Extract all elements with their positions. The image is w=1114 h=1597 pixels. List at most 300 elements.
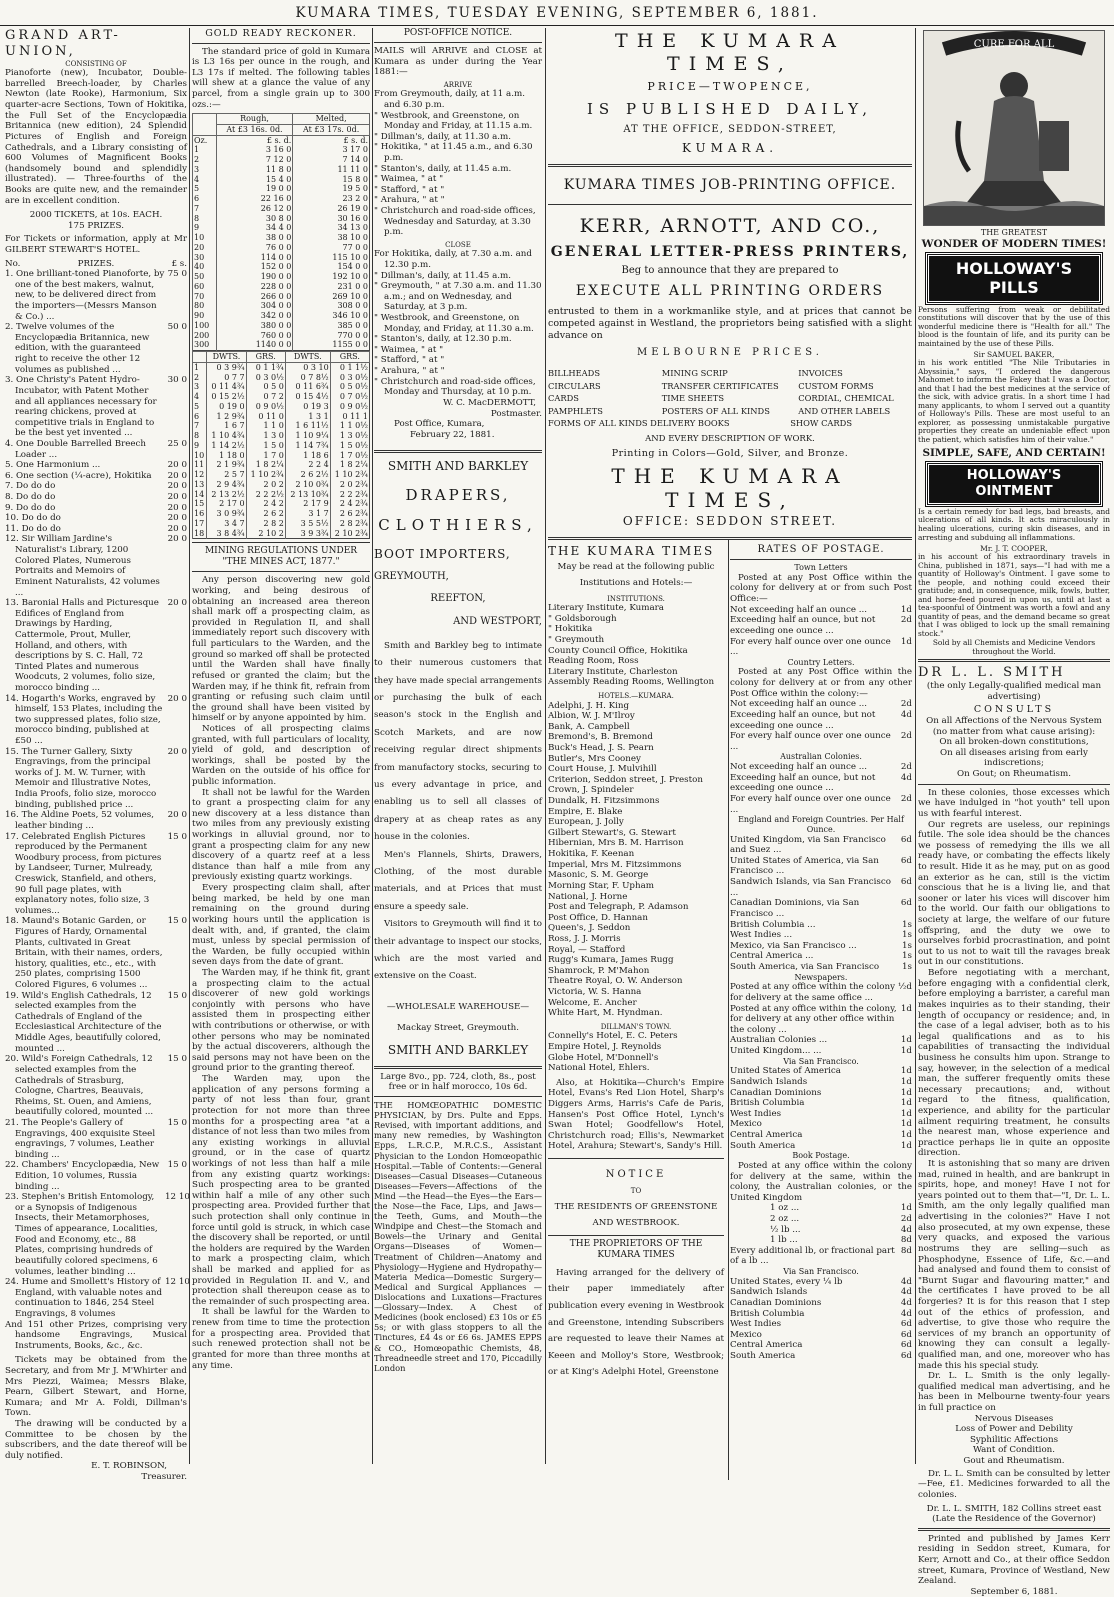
oz-cell: 1140 0 0 xyxy=(216,340,293,350)
rate-label: Australian Colonies ... xyxy=(730,1035,828,1046)
rate-label: Central America xyxy=(730,1340,803,1351)
rate-row xyxy=(730,710,912,731)
smith-para-2: Men's Flannels, Shirts, Drawers, Clothing, of the most durable materials, and at Prices that must ensure a speedy sale. xyxy=(374,849,542,912)
via-sf-rates xyxy=(730,1066,912,1151)
prize-value: 20 0 xyxy=(167,810,187,821)
dwt-cell: 0 11 0 xyxy=(246,412,285,422)
arrive-label: ARRIVE xyxy=(443,80,473,89)
hotel-line: Bremond's, B. Bremond xyxy=(548,732,653,743)
close-line: " Stafford, " at " xyxy=(374,355,445,366)
dwt-cell: 2 0 2 xyxy=(246,480,285,490)
rate-row xyxy=(730,762,912,773)
dwt-cell: 2 6 2 xyxy=(246,509,285,519)
rate-row xyxy=(730,1077,912,1088)
institution-line: Reading Room, Ross xyxy=(548,656,639,667)
dwt-cell: 1 6 7 xyxy=(207,421,246,431)
dwt-cell: 2 4 2 xyxy=(246,499,285,509)
prize-item xyxy=(5,481,187,492)
notice-to: TO xyxy=(630,1187,642,1196)
prize-list xyxy=(5,269,190,1319)
prize-text: 2. Twelve volumes of the Encyclopædia Britannica, new edition, with the guaranteed right to receive the other 12 volumes as published ... xyxy=(5,322,150,375)
mining-paragraph: Any person discovering new gold working, and being desirous of obtaining an increased area thereon shall mark off a prospecting claim, as provided in Regulation II, and shall immediately report such discovery with full particulars to the Warden, and the ground so marked off shall be protected until the Warden shall have finally refused or granted the claim; but the Warden may, if he think fit, refrain from granting or refusing such claim until the ground shall have been visited by himself or by anyone appointed by him. xyxy=(192,575,370,724)
hotel-line: Morning Star, F. Upham xyxy=(548,880,655,891)
smith-barkley-title: SMITH AND BARKLEY xyxy=(387,459,529,474)
dwt-cell: 1 8 2¼ xyxy=(330,460,369,470)
times-title: THE KUMARA TIMES, xyxy=(615,30,845,76)
oz-row xyxy=(193,204,370,214)
inst-lines xyxy=(548,603,724,688)
dwt-cell: 2 10 2 xyxy=(246,529,285,539)
prize-value: 15 0 xyxy=(167,831,187,842)
hotel-line: Adelphi, J. H. King xyxy=(548,700,630,711)
rate-row xyxy=(730,773,912,794)
oz-row xyxy=(193,262,370,272)
dwt-cell: 0 7 8½ xyxy=(285,373,330,383)
prize-value: 15 0 xyxy=(167,1117,187,1128)
dwt-cell: 2 17 0 xyxy=(207,499,246,509)
hotel-line: Hibernian, Mrs B. M. Harrison xyxy=(548,838,684,849)
dwt-cell: 2 6 2½ xyxy=(285,470,330,480)
rate-value: 2d xyxy=(900,699,912,710)
aus-rates xyxy=(730,762,912,815)
consults-label: CONSULTS xyxy=(973,704,1055,716)
rate-value: 1d xyxy=(900,1119,912,1130)
mining-paragraphs xyxy=(192,575,370,1371)
oz-cell: 60 xyxy=(193,282,217,292)
oz-cell: 114 0 0 xyxy=(216,253,293,263)
holloways-ointment-banner: HOLLOWAY'S OINTMENT xyxy=(926,462,1102,506)
rate-row xyxy=(730,1035,912,1046)
institution-line: " Greymouth xyxy=(548,634,605,645)
consult-line: On all diseases arising from early indiscretions; xyxy=(940,747,1088,769)
dwt-cell: 0 3 10 xyxy=(285,362,330,372)
prize-text: 12. Sir William Jardine's Naturalist's Library, 1200 Colored Plates, Numerous Portraits and Memoirs of Eminent Naturalists, 42 volumes ... xyxy=(5,534,160,598)
dwt-cell: 13 xyxy=(193,480,207,490)
prize-text: 7. Do do do xyxy=(5,481,56,492)
prize-value: 12 10 xyxy=(165,1192,190,1203)
hotel-line: Bank, A. Campbell xyxy=(548,721,630,732)
rate-value: 4d xyxy=(900,1224,912,1235)
dwt-cell: 10 xyxy=(193,451,207,461)
rate-row xyxy=(730,1109,912,1120)
consult-line: On Gout; on Rheumatism. xyxy=(956,769,1072,780)
rate-value: 4d xyxy=(900,1308,912,1319)
oz-cell: 34 4 0 xyxy=(216,223,293,233)
oz-cell: 228 0 0 xyxy=(216,282,293,292)
dwt-cell: 0 3 0½ xyxy=(246,373,285,383)
oz-row xyxy=(193,272,370,282)
oz-cell: 385 0 0 xyxy=(293,321,370,331)
dwt-row xyxy=(193,519,370,529)
rate-value: 1d xyxy=(900,1076,912,1087)
rate-row xyxy=(730,962,912,973)
consult-lines xyxy=(918,716,1110,780)
oz-cell: 70 xyxy=(193,292,217,302)
dwt-cell: 4 xyxy=(193,392,207,402)
hotel-line: Criterion, Seddon street, J. Preston xyxy=(548,774,703,785)
rate-label: 2 oz ... xyxy=(770,1214,800,1224)
dr-smith-title: DR L. L. SMITH xyxy=(918,665,1066,681)
oz-cell: 770 0 0 xyxy=(293,331,370,341)
newspapers-heading: Newspapers. xyxy=(794,972,848,982)
rate-row xyxy=(730,615,912,636)
item-cards: CARDS xyxy=(548,393,579,404)
dillman-heading: DILLMAN'S TOWN. xyxy=(600,1022,672,1031)
rate-row xyxy=(730,1340,912,1351)
th-grs-1: GRS. xyxy=(246,352,285,363)
hotel-line: Post and Telegraph, P. Adamson xyxy=(548,902,689,913)
proprietors-body: Having arranged for the delivery of their paper immediately after publication every evening in Westbrook and Greenstone, intending Subscribers are requested to leave their Names at Keeen and Molloy's Store, Westbrook; or at King's Adelphi Hotel, Greenstone xyxy=(548,1267,724,1378)
dwt-cell: 1 6 11½ xyxy=(285,421,330,431)
institution-line: " Goldsborough xyxy=(548,613,617,624)
rate-label: Canadian Dominions xyxy=(730,1087,822,1098)
mining-paragraph: It shall not be lawful for the Warden to grant a prospecting claim for any new discovery at a less distance than two miles from any previously existing workings in alluvial ground, nor to grant a prospecting claim for any new discovery of a quartz reef at a less distance than half a mile from any previously existing quartz workings. xyxy=(192,787,370,883)
town-rates xyxy=(730,605,912,658)
institution-line: Assembly Reading Rooms, Wellington xyxy=(548,677,715,688)
rate-value: 2d xyxy=(900,731,912,742)
dwt-row xyxy=(193,421,370,431)
masthead: KUMARA TIMES, TUESDAY EVENING, SEPTEMBER 6, 1881. xyxy=(0,0,1114,26)
hotel-lines xyxy=(548,701,724,1019)
hotel-line: Welcome, E. Ancher xyxy=(548,997,637,1008)
news-colony-value: 1d xyxy=(900,1003,912,1014)
item-mining-scrip: MINING SCRIP xyxy=(661,368,728,379)
item-posters: POSTERS OF ALL KINDS xyxy=(661,405,770,416)
signer-name: E. T. ROBINSON, xyxy=(91,1461,167,1472)
dwt-cell: 14 xyxy=(193,490,207,500)
dwt-cell: 2 0 2¾ xyxy=(330,480,369,490)
condition-line: Loss of Power and Debility xyxy=(955,1424,1073,1435)
smith-barkley-signature: SMITH AND BARKLEY xyxy=(387,1043,529,1058)
oz-row xyxy=(193,340,370,350)
oz-cell: 30 16 0 xyxy=(293,214,370,224)
dwt-cell: 0 9 0½ xyxy=(330,402,369,412)
close-label: CLOSE xyxy=(445,240,471,249)
rate-value: 1s xyxy=(902,930,912,941)
prize-item xyxy=(5,503,187,514)
rate-value: 6d xyxy=(900,1329,912,1340)
item-custom-forms: CUSTOM FORMS xyxy=(798,380,874,391)
rate-row xyxy=(730,1351,912,1362)
news-colony-rate xyxy=(730,1004,912,1036)
oz-row xyxy=(193,175,370,185)
via-sf-heading-2: Via San Francisco. xyxy=(783,1267,859,1277)
dwt-cell: 3 4 7 xyxy=(207,519,246,529)
via-sf-book-rates xyxy=(730,1277,912,1362)
oz-cell: 152 0 0 xyxy=(216,262,293,272)
prize-value: 20 0 xyxy=(167,746,187,757)
dwt-cell: 1 18 6 xyxy=(285,451,330,461)
oz-cell: 3 17 0 xyxy=(293,145,370,155)
rate-label: United States of America, via San Francisco ... xyxy=(730,855,879,877)
institution-line: Literary Institute, Kumara xyxy=(548,603,664,614)
rate-value: 6d xyxy=(900,1351,912,1362)
consisting-label: CONSISTING OF xyxy=(65,59,127,68)
colors-line: Printing in Colors—Gold, Silver, and Bronze. xyxy=(611,447,849,459)
th-lsd-rough: £ s. d. xyxy=(216,135,293,145)
hotel-line: Shamrock, P. M'Mahon xyxy=(548,965,650,976)
item-pamphlets: PAMPHLETS xyxy=(548,405,603,416)
prize-item xyxy=(5,1118,187,1160)
rate-label: British Columbia ... xyxy=(730,919,816,930)
th-grs-2: GRS. xyxy=(330,352,369,363)
condition-line: Nervous Diseases xyxy=(974,1413,1054,1424)
book-postage-intro: Posted at any office within the colony for delivery at the same, within the colony, the Australian colonies, or the United Kingdom xyxy=(730,1160,912,1203)
rate-value: 1s xyxy=(902,919,912,930)
close-line: " Christchurch and road-side offices, Monday and Thursday, at 10 p.m. xyxy=(374,376,536,398)
dwt-cell: 2 10 0¾ xyxy=(285,480,330,490)
inst-title: THE KUMARA TIMES xyxy=(548,543,715,558)
rate-label: Sandwich Islands, via San Francisco ... xyxy=(730,877,891,898)
column-holloway xyxy=(918,28,1110,1597)
arrive-line: " Dillman's, daily, at 11.30 a.m. xyxy=(374,131,512,142)
rate-row xyxy=(730,1277,912,1288)
oz-cell: 2 xyxy=(193,155,217,165)
prize-value: 25 0 xyxy=(167,438,187,449)
oz-cell: 50 xyxy=(193,272,217,282)
rate-label: Sandwich Islands xyxy=(730,1076,808,1087)
rate-label: Mexico xyxy=(730,1329,762,1340)
mining-paragraph: Notices of all prospecting claims granted, with full particulars of locality, yield of gold, and description of workings, shall be posted by the Warden on the outside of his office for public information. xyxy=(192,723,370,787)
postmaster-name: W. C. MacDERMOTT, xyxy=(443,397,536,408)
rate-label: 1 lb ... xyxy=(770,1235,798,1246)
prize-text: 13. Baronial Halls and Picturesque Edifices of England from Drawings by Harding, Cattermole, Prout, Muller, Holland, and others, with descriptions by S. C. Hall, 72 Tinted Plates and numerous Woodcuts, 2 volumes, folio size, morocco binding ... xyxy=(5,598,159,693)
rate-value: 1d xyxy=(900,1203,912,1214)
dwt-cell: 1 xyxy=(193,362,207,372)
mining-paragraph: The Warden may, if he think fit, grant a prospecting claim to the actual discoverer of new gold workings conjointly with persons who have assisted them in prospecting either with contributions or otherwise, or with other persons who may be nominated by the actual discoverers, although the said persons may not have been on the ground prior to the granting thereof. xyxy=(192,967,370,1074)
drawing-text: The drawing will be conducted by a Committee to be chosen by the subscribers, and the date thereof will be duly notified. xyxy=(5,1419,187,1461)
dwt-cell: 1 3 1 xyxy=(285,412,330,422)
close-line: " Waimea, " at " xyxy=(374,344,444,355)
prizes-count: 175 PRIZES. xyxy=(68,220,124,231)
dwt-cell: 0 9 0½ xyxy=(246,402,285,412)
dwt-cell: 0 5 0½ xyxy=(330,382,369,392)
hotel-line: Post Office, D. Hannan xyxy=(548,912,648,923)
institution-line: " Hokitika xyxy=(548,624,593,635)
oz-row xyxy=(193,321,370,331)
oz-cell: 3 16 0 xyxy=(216,145,293,155)
prize-value: 20 0 xyxy=(167,460,187,471)
rate-label: Exceeding half an ounce, but not exceeding one ounce ... xyxy=(730,709,876,731)
rate-row xyxy=(730,731,912,752)
condition-line: Gout and Rheumatism. xyxy=(963,1456,1065,1467)
dwt-row xyxy=(193,529,370,539)
country-rates xyxy=(730,699,912,752)
dwt-cell: 1 5 0 xyxy=(246,441,285,451)
consult-line: On all Affections of the Nervous System (no matter from what cause arising): xyxy=(926,716,1102,737)
prize-item xyxy=(5,375,187,439)
dwt-cell: 2 2 4 xyxy=(285,460,330,470)
condition-line: Syphilitic Affections xyxy=(969,1434,1059,1445)
post-date: February 22, 1881. xyxy=(410,429,495,440)
smith-conditions xyxy=(918,1414,1110,1467)
westport-label: AND WESTPORT, xyxy=(453,615,542,627)
rate-value: 6d xyxy=(900,834,912,845)
only-qualified: (the only Legally-qualified medical man advertising) xyxy=(926,681,1102,702)
th-rough: Rough, xyxy=(216,114,293,125)
oz-cell: 11 8 0 xyxy=(216,165,293,175)
every-lb-value: 8d xyxy=(900,1245,912,1256)
hotel-line: Imperial, Mrs M. Fitzsimmons xyxy=(548,859,682,870)
oz-cell: 100 xyxy=(193,321,217,331)
oz-cell: 40 xyxy=(193,262,217,272)
dwt-row xyxy=(193,470,370,480)
dwt-cell: 3 5 5½ xyxy=(285,519,330,529)
mining-paragraph: The Warden may, upon the application of any persons forming a party of not less than four, grant protection for not more than three months for a prospecting area "at a distance of not less than two miles from any existing workings in alluvial ground, or in the case of quartz workings of not less than half a mile from any existing quartz workings: Such prospecting area to be granted within half a mile of any other such prospecting area. Provided further that such protection shall only continue in force until gold is struck, in which case the discovery shall be reported, or until the holders are required by the Warden to mark a prospecting claim, which shall be marked and applied for as provided in Regulation II. and V., and protection shall thereupon cease as to the remainder of such prospecting area. xyxy=(192,1074,370,1307)
rate-row xyxy=(770,1235,912,1246)
close-line: " Arahura, " at " xyxy=(374,366,445,377)
dwt-cell: 0 1 1½ xyxy=(330,362,369,372)
close-line: " Westbrook, and Greenstone, on Monday, and Friday, at 11.30 a.m. xyxy=(374,313,534,334)
item-invoices: INVOICES xyxy=(798,368,843,379)
hygeia-icon xyxy=(924,31,1104,225)
hotel-line: Rugg's Kumara, James Rugg xyxy=(548,955,674,966)
price-label: PRICE—TWOPENCE, xyxy=(647,80,813,94)
rate-row xyxy=(730,1130,912,1141)
obtain-text: Tickets may be obtained from the Secretary, and from Mr J. M'Whirter and Mrs Piezzi, Waimea; Messrs Blake, Pearn, Gilbert Stewart, and Horne, Kumara; and Mr A. Foldi, Dillman's Town. xyxy=(5,1355,187,1419)
rate-label: Not exceeding half an ounce ... xyxy=(730,699,868,710)
dwt-cell: 0 19 0 xyxy=(207,402,246,412)
dwt-row xyxy=(193,431,370,441)
dwt-cell: 2 13 2½ xyxy=(207,490,246,500)
postage-title: RATES OF POSTAGE. xyxy=(757,543,885,555)
rate-value: 4d xyxy=(900,1276,912,1287)
rate-value: 1d xyxy=(900,1140,912,1151)
th-dwts-1: DWTS. xyxy=(207,352,246,363)
smith-consult-fee: Dr. L. L. Smith can be consulted by letter—Fee, £1. Medicines forwarded to all the colonies. xyxy=(918,1468,1110,1500)
eng-heading: England and Foreign Countries. Per Half Ounce. xyxy=(738,815,904,834)
arrive-line: " Stafford, " at " xyxy=(374,184,445,195)
hotel-line: Empire, E. Blake xyxy=(548,806,623,817)
prize-item xyxy=(5,524,187,535)
rate-row xyxy=(730,1066,912,1077)
cooper-quote: in his account of his extraordinary travels in China, published in 1871, says—"I had with me a quantity of Holloway's Ointment. I gave some to the people, and nothing could exceed their gratitude; and, in consequence, milk, fowls, butter, and horse-feed poured in upon us, until at last a tea-spoonful of Ointment was worth a fowl and any quantity of peas, and the demand became so great that I was obliged to lock up the small remaining stock." xyxy=(918,552,1110,638)
institution-line: Literary Institute, Charleston xyxy=(548,666,678,677)
execute-orders: EXECUTE ALL PRINTING ORDERS xyxy=(575,283,885,300)
dwt-row xyxy=(193,362,370,372)
dwt-cell: 2 10 2¾ xyxy=(330,529,369,539)
oz-cell: 8 xyxy=(193,214,217,224)
hotel-line: Ross, J. J. Morris xyxy=(548,933,621,944)
oz-cell: 9 xyxy=(193,223,217,233)
every-description: AND EVERY DESCRIPTION OF WORK. xyxy=(645,433,815,444)
rate-label: Mexico xyxy=(730,1119,762,1130)
kerr-arnott-title: KERR, ARNOTT, AND CO., xyxy=(579,214,881,237)
rate-row xyxy=(730,835,912,856)
oz-cell: 26 12 0 xyxy=(216,204,293,214)
oz-cell: 3 xyxy=(193,165,217,175)
th-melted-price: At £3 17s. 0d. xyxy=(293,124,370,135)
dwt-cell: 1 1 0 xyxy=(246,421,285,431)
oz-row xyxy=(193,223,370,233)
dwt-cell: 0 7 2 xyxy=(246,392,285,402)
dwt-cell: 0 11 4¾ xyxy=(207,382,246,392)
prize-value: 15 0 xyxy=(167,990,187,1001)
prize-text: 17. Celebrated English Pictures reproduced by the Permanent Woodbury process, from pictures by Landseer, Turner, Mulready, Creswick, Stanfield, and others, 90 full page plates, with explanatory notes, folio size, 3 volumes... xyxy=(5,831,162,916)
oz-row xyxy=(193,253,370,263)
prize-item xyxy=(5,694,187,747)
dillman-hotel-line: National Hotel, Ehlers. xyxy=(548,1063,650,1074)
dwt-cell: 2 1 9¾ xyxy=(207,460,246,470)
oz-cell: 15 8 0 xyxy=(293,175,370,185)
hotel-line: European, J. Jolly xyxy=(548,817,624,828)
item-billheads: BILLHEADS xyxy=(548,368,601,379)
hotel-line: Gilbert Stewart's, G. Stewart xyxy=(548,827,676,838)
show-cards-label: SHOW CARDS xyxy=(790,418,852,429)
close-line: " Stanton's, daily, at 12.30 p.m. xyxy=(374,334,512,345)
arrive-line: " Waimea, " at " xyxy=(374,174,444,185)
prize-item xyxy=(5,1160,187,1192)
dwt-cell: 1 10 4¾ xyxy=(207,431,246,441)
prize-header-money: £ s. xyxy=(171,258,187,269)
cooper-name: Mr. J. T. COOPER, xyxy=(980,544,1048,554)
arrive-line: " Christchurch and road-side offices, Wednesday and Saturday, at 3.30 p.m. xyxy=(374,206,536,238)
arrive-line: " Arahura, " at " xyxy=(374,195,445,206)
rate-row xyxy=(730,1298,912,1309)
prize-item xyxy=(5,492,187,503)
dwt-cell: 17 xyxy=(193,519,207,529)
prize-item xyxy=(5,439,187,460)
rate-row xyxy=(730,1319,912,1330)
rate-row xyxy=(770,1214,912,1225)
published-daily: IS PUBLISHED DAILY, xyxy=(587,99,873,118)
smith-body-4: It is astonishing that so many are driven mad, ruined in health, and are bankrupt in spirits, hope, and money! Have I not for years pointed out to them that—"I, Dr. L. L. Smith, am the only legally qualified man advertising in the colonies?" Have I not also prosecuted, at my own expense, these very quacks, and exposed the various nostrums they are selling—such as Phosphodyne, Essence of Life, &c.—and had analysed and found them to consist of "Burnt Sugar and flavouring matter," and the certificates I have proved to be all forgeries? It is for this reason that I step out of the ethics of profession, and advertise, to give those who require the services of my branch an opportunity of knowing they can consult a legally-qualified man, and one, moreover who has made this his special study. xyxy=(918,1159,1110,1371)
rate-label: For every half ounce over one ounce ... xyxy=(730,793,891,815)
rate-row xyxy=(730,1309,912,1320)
baker-quote: in his work entitled "The Nile Tributaries in Abyssinia," says, "I ordered the dangerous Mahomet to inform the Fakey that I was a Doctor, and that I had the best medicines at the service of the sick, with advice gratis. In a short time I had many applicants, to whom I served out a quantity of Holloway's Pills. These are most useful to an explorer, as possessing unmistakable purgative properties they create an undeniable effect upon the patient, which satisfies him of their value." xyxy=(918,358,1110,444)
dwt-cell: 2 8 2 xyxy=(246,519,285,529)
inst-heading: INSTITUTIONS. xyxy=(607,594,665,603)
smith-body-1: In these colonies, those excesses which we have indulged in "hot youth" tell upon us with fearful interest. xyxy=(918,787,1110,819)
close-line: For Hokitika, daily, at 7.30 a.m. and 12.30 p.m. xyxy=(374,249,532,270)
prize-value: 20 0 xyxy=(167,481,187,492)
rate-value: 1d xyxy=(900,1066,912,1077)
foreign-rates xyxy=(730,835,912,973)
rate-value: 1d xyxy=(900,1087,912,1098)
smith-body-5: Dr. L. L. Smith is the only legally-qualified medical man advertising, and he has been in Melbourne twenty-four years in full practice on xyxy=(918,1371,1110,1414)
prize-text: 23. Stephen's British Entomology, or a Synopsis of Indigenous Insects, their Metamorphoses, Times of appearance, Localities, Food and Economy, etc., 88 Plates, comprising hundreds of beautifully colored specimens, 6 volumes, leather binding ... xyxy=(5,1192,158,1277)
oz-cell: 20 xyxy=(193,243,217,253)
dwt-cell: 1 2 9¾ xyxy=(207,412,246,422)
oz-cell: 231 0 0 xyxy=(293,282,370,292)
prize-text: 1. One brilliant-toned Pianoforte, by one of the best makers, walnut, new, to be delivered direct from the importers—(Messrs Manson & Co.) ... xyxy=(5,269,165,322)
reefton-label: REEFTON, xyxy=(430,593,486,605)
post-title: POST-OFFICE NOTICE. xyxy=(403,28,513,38)
rate-label: Central America ... xyxy=(730,951,814,962)
consult-line: On all broken-down constitutions, xyxy=(939,737,1089,748)
hotel-line: Court House, J. Mulvihill xyxy=(548,764,657,775)
rate-value: 4d xyxy=(900,1287,912,1298)
arrive-line: " Hokitika, " at 11.45 a.m., and 6.30 p.m. xyxy=(374,142,533,163)
post-place: Post Office, Kumara, xyxy=(394,419,485,430)
print-items xyxy=(548,367,912,417)
boot-importers-label: BOOT IMPORTERS, xyxy=(374,546,511,561)
rate-row xyxy=(730,699,912,710)
prize-text: 18. Maund's Botanic Garden, or Figures of Hardy, Ornamental Plants, cultivated in Great Britain, with their names, orders, history, qualities, etc., etc., with 250 plates, comprising 1500 Colored Figures, 6 volumes ... xyxy=(5,916,163,991)
dwt-cell: 2 5 7 xyxy=(207,470,246,480)
dwt-cell: 1 1 0½ xyxy=(330,421,369,431)
rate-value: 8d xyxy=(900,1235,912,1246)
oz-cell: 760 0 0 xyxy=(216,331,293,341)
post-intro: MAILS will ARRIVE and CLOSE at Kumara as under during the Year 1881:— xyxy=(374,45,542,78)
warehouse-address: Mackay Street, Greymouth. xyxy=(397,1022,519,1033)
rate-value: 6d xyxy=(900,1340,912,1351)
prize-item xyxy=(5,810,187,831)
dwt-row xyxy=(193,499,370,509)
condition-line: Want of Condition. xyxy=(972,1445,1056,1456)
rate-label: South America, via San Francisco xyxy=(730,961,880,972)
oz-row xyxy=(193,243,370,253)
